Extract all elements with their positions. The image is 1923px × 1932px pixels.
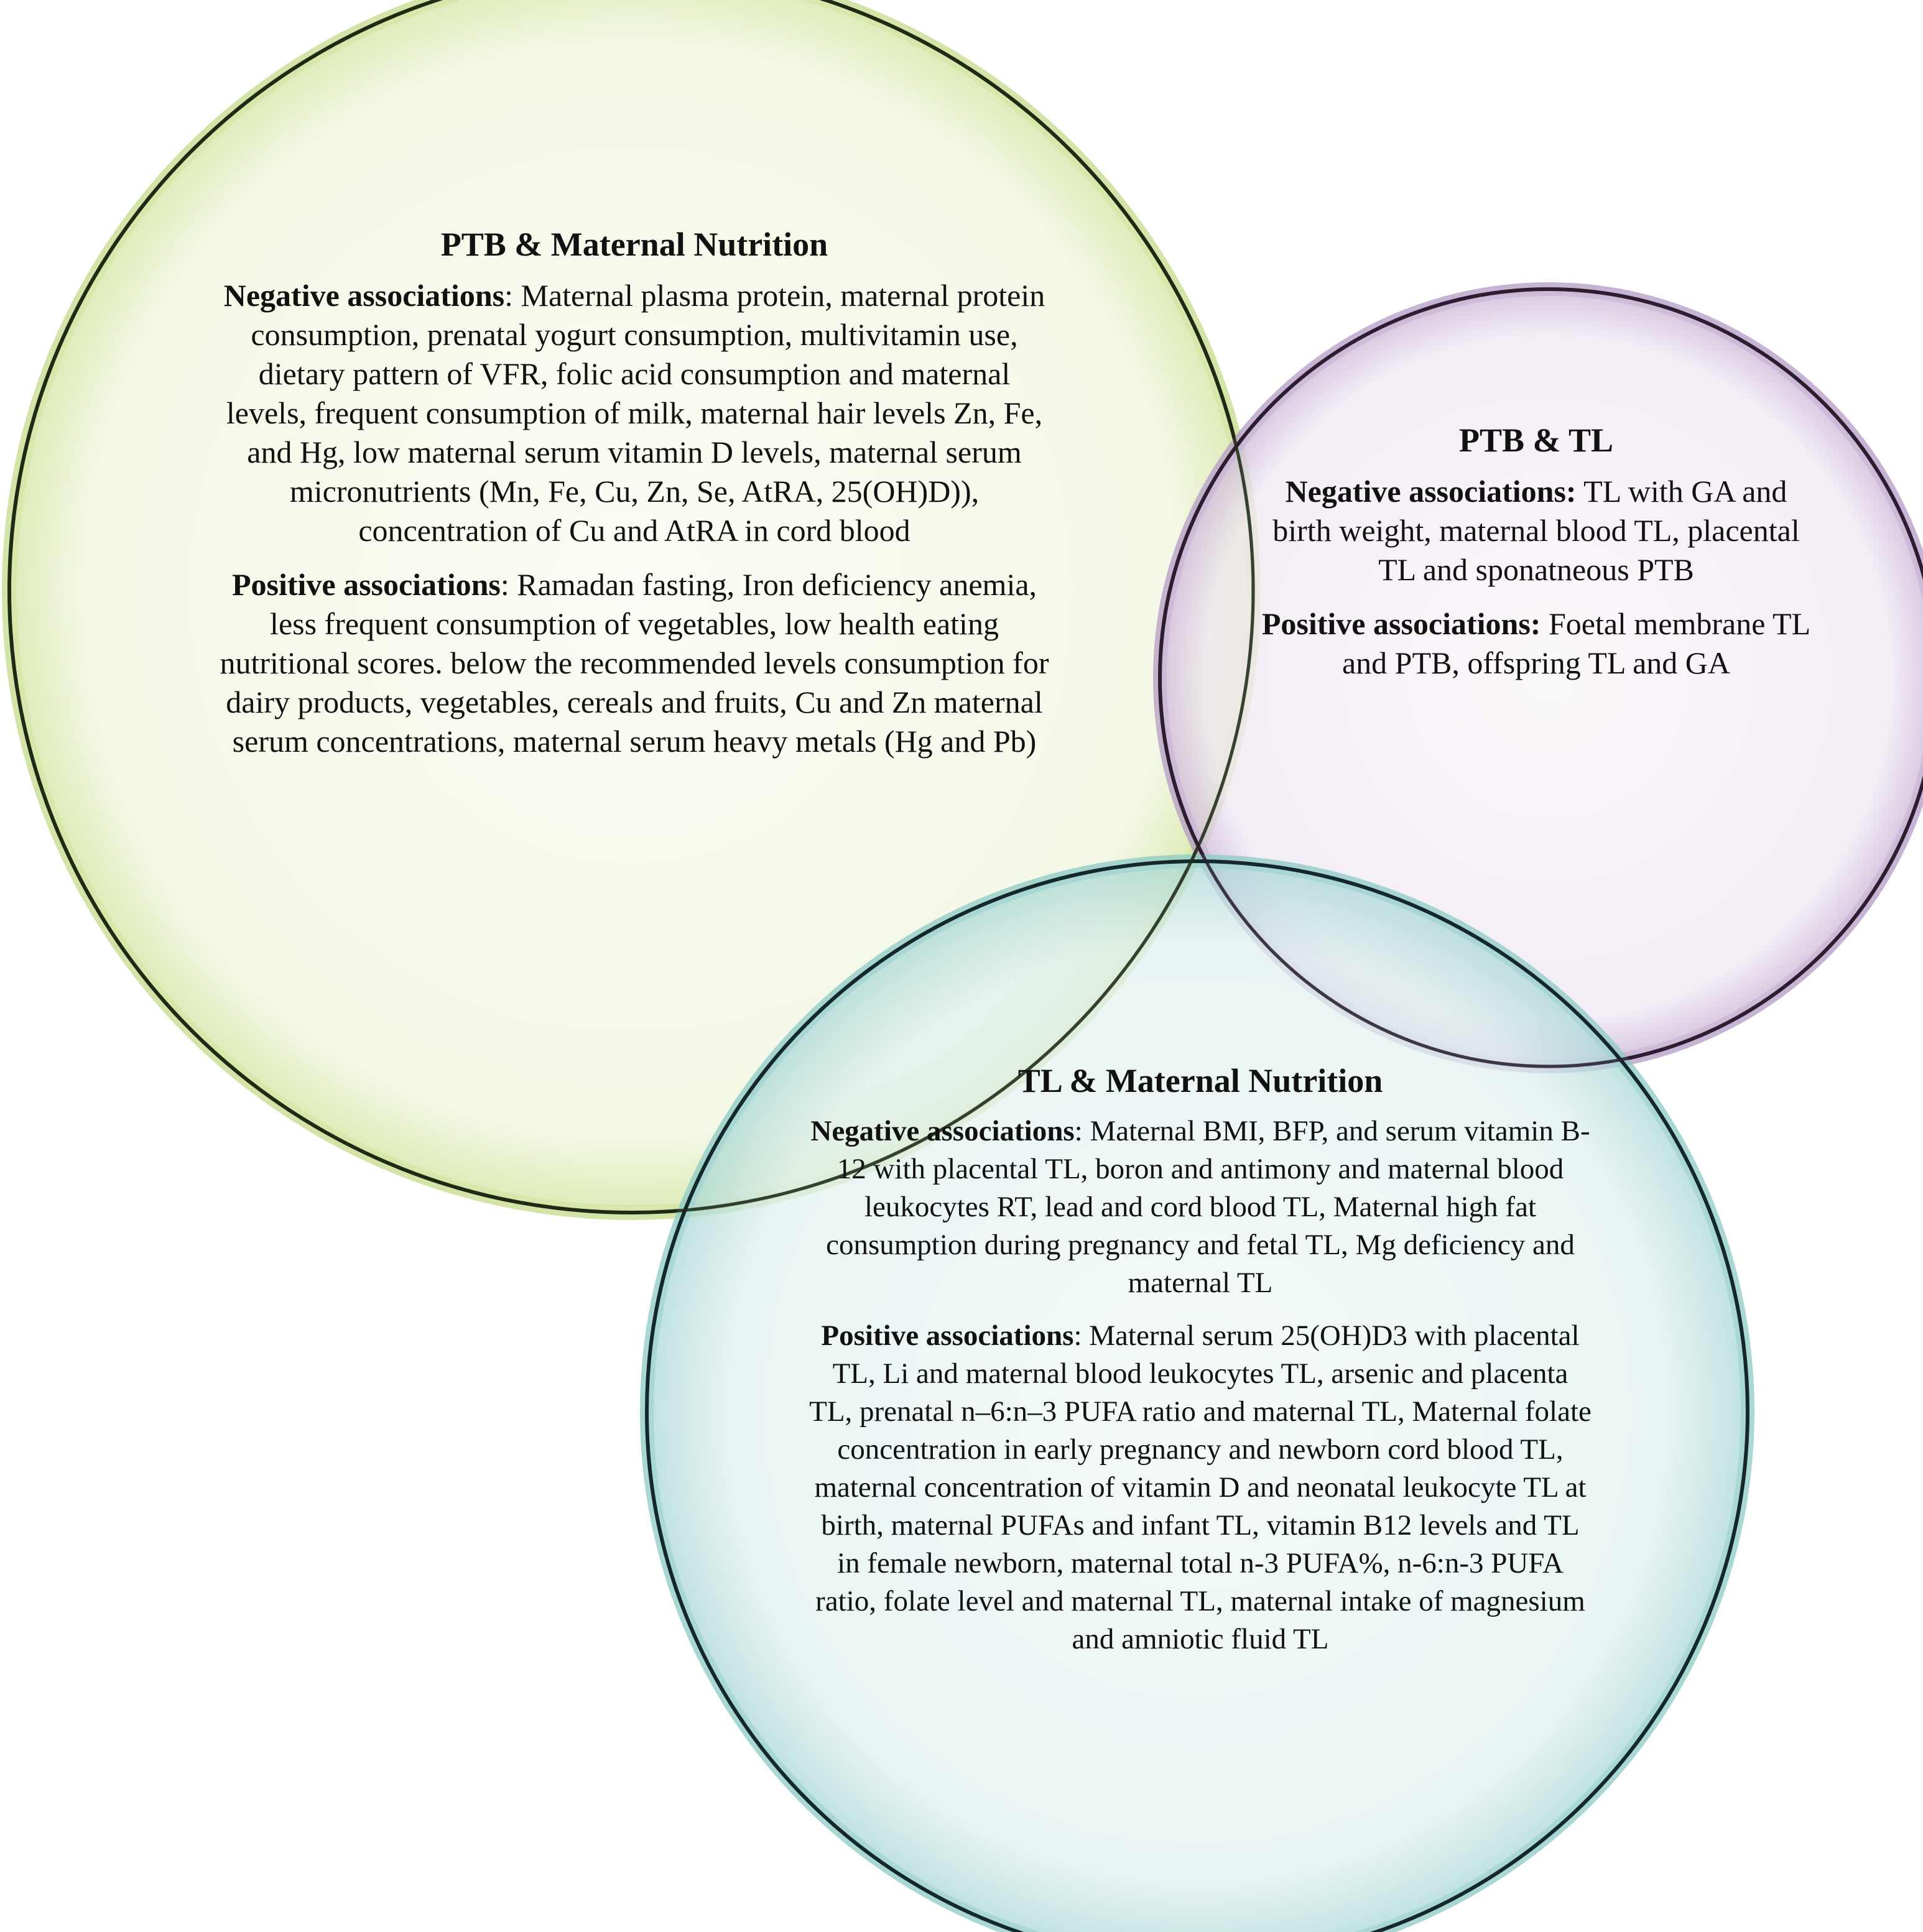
ptb-maternal-nutrition-negative (218, 276, 1051, 550)
positive-associations-label: Positive associations (231, 567, 501, 602)
negative-associations-text: TL with GA and birth weight, maternal blood TL, placental TL and sponatneous PTB (1272, 474, 1800, 587)
tl-maternal-nutrition-title: TL & Maternal Nutrition (1017, 1062, 1383, 1099)
positive-associations-text: : Ramadan fasting, Iron deficiency anemia, less frequent consumption of vegetables, low health eating nutritional scores. below the recommended levels consumption for dairy products, vegetables, cereals and fruits, Cu and Zn maternal serum concentrations, maternal serum heavy metals (Hg and Pb) (220, 567, 1049, 759)
ptb-maternal-nutrition-text (218, 224, 1051, 776)
negative-associations-text: : Maternal BMI, BFP, and serum vitamin B-12 with placental TL, boron and antimony and maternal blood leukocytes RT, lead and cord blood TL, Maternal high fat consumption during pregnancy and fetal TL, Mg deficiency and maternal TL (826, 1115, 1590, 1299)
negative-associations-label: Negative associations (223, 278, 505, 313)
tl-maternal-nutrition-positive (809, 1317, 1592, 1658)
ptb-tl-negative (1256, 472, 1816, 589)
positive-associations-label: Positive associations: (1261, 606, 1541, 641)
ptb-tl-title: PTB & TL (1458, 422, 1614, 459)
positive-associations-label: Positive associations (821, 1320, 1074, 1352)
negative-associations-text: : Maternal plasma protein, maternal protein consumption, prenatal yogurt consumption, multivitamin use, dietary pattern of VFR, folic acid consumption and maternal levels, frequent consumption of milk, maternal hair levels Zn, Fe, and Hg, low maternal serum vitamin D levels, maternal serum micronutrients (Mn, Fe, Cu, Zn, Se, AtRA, 25(OH)D)), concentration of Cu and AtRA in cord blood (226, 278, 1045, 548)
ptb-tl-positive (1256, 604, 1816, 683)
ptb-maternal-nutrition-title: PTB & Maternal Nutrition (440, 226, 828, 263)
tl-maternal-nutrition-text (809, 1060, 1592, 1673)
tl-maternal-nutrition-negative (809, 1112, 1592, 1302)
negative-associations-label: Negative associations: (1285, 474, 1577, 509)
positive-associations-text: Foetal membrane TL and PTB, offspring TL and GA (1341, 606, 1811, 680)
positive-associations-text: : Maternal serum 25(OH)D3 with placental TL, Li and maternal blood leukocytes TL, arsenic and placenta TL, prenatal n–6:n–3 PUFA ratio and maternal TL, Maternal folate concentration in early pregnancy and newborn cord blood TL, maternal concentration of vitamin D and neonatal leukocyte TL at birth, maternal PUFAs and infant TL, vitamin B12 levels and TL in female newborn, maternal total n-3 PUFA%, n-6:n-3 PUFA ratio, folate level and maternal TL, maternal intake of magnesium and amniotic fluid TL (809, 1320, 1592, 1655)
ptb-tl-text (1256, 420, 1816, 698)
negative-associations-label: Negative associations (810, 1115, 1075, 1147)
ptb-maternal-nutrition-positive (218, 565, 1051, 761)
